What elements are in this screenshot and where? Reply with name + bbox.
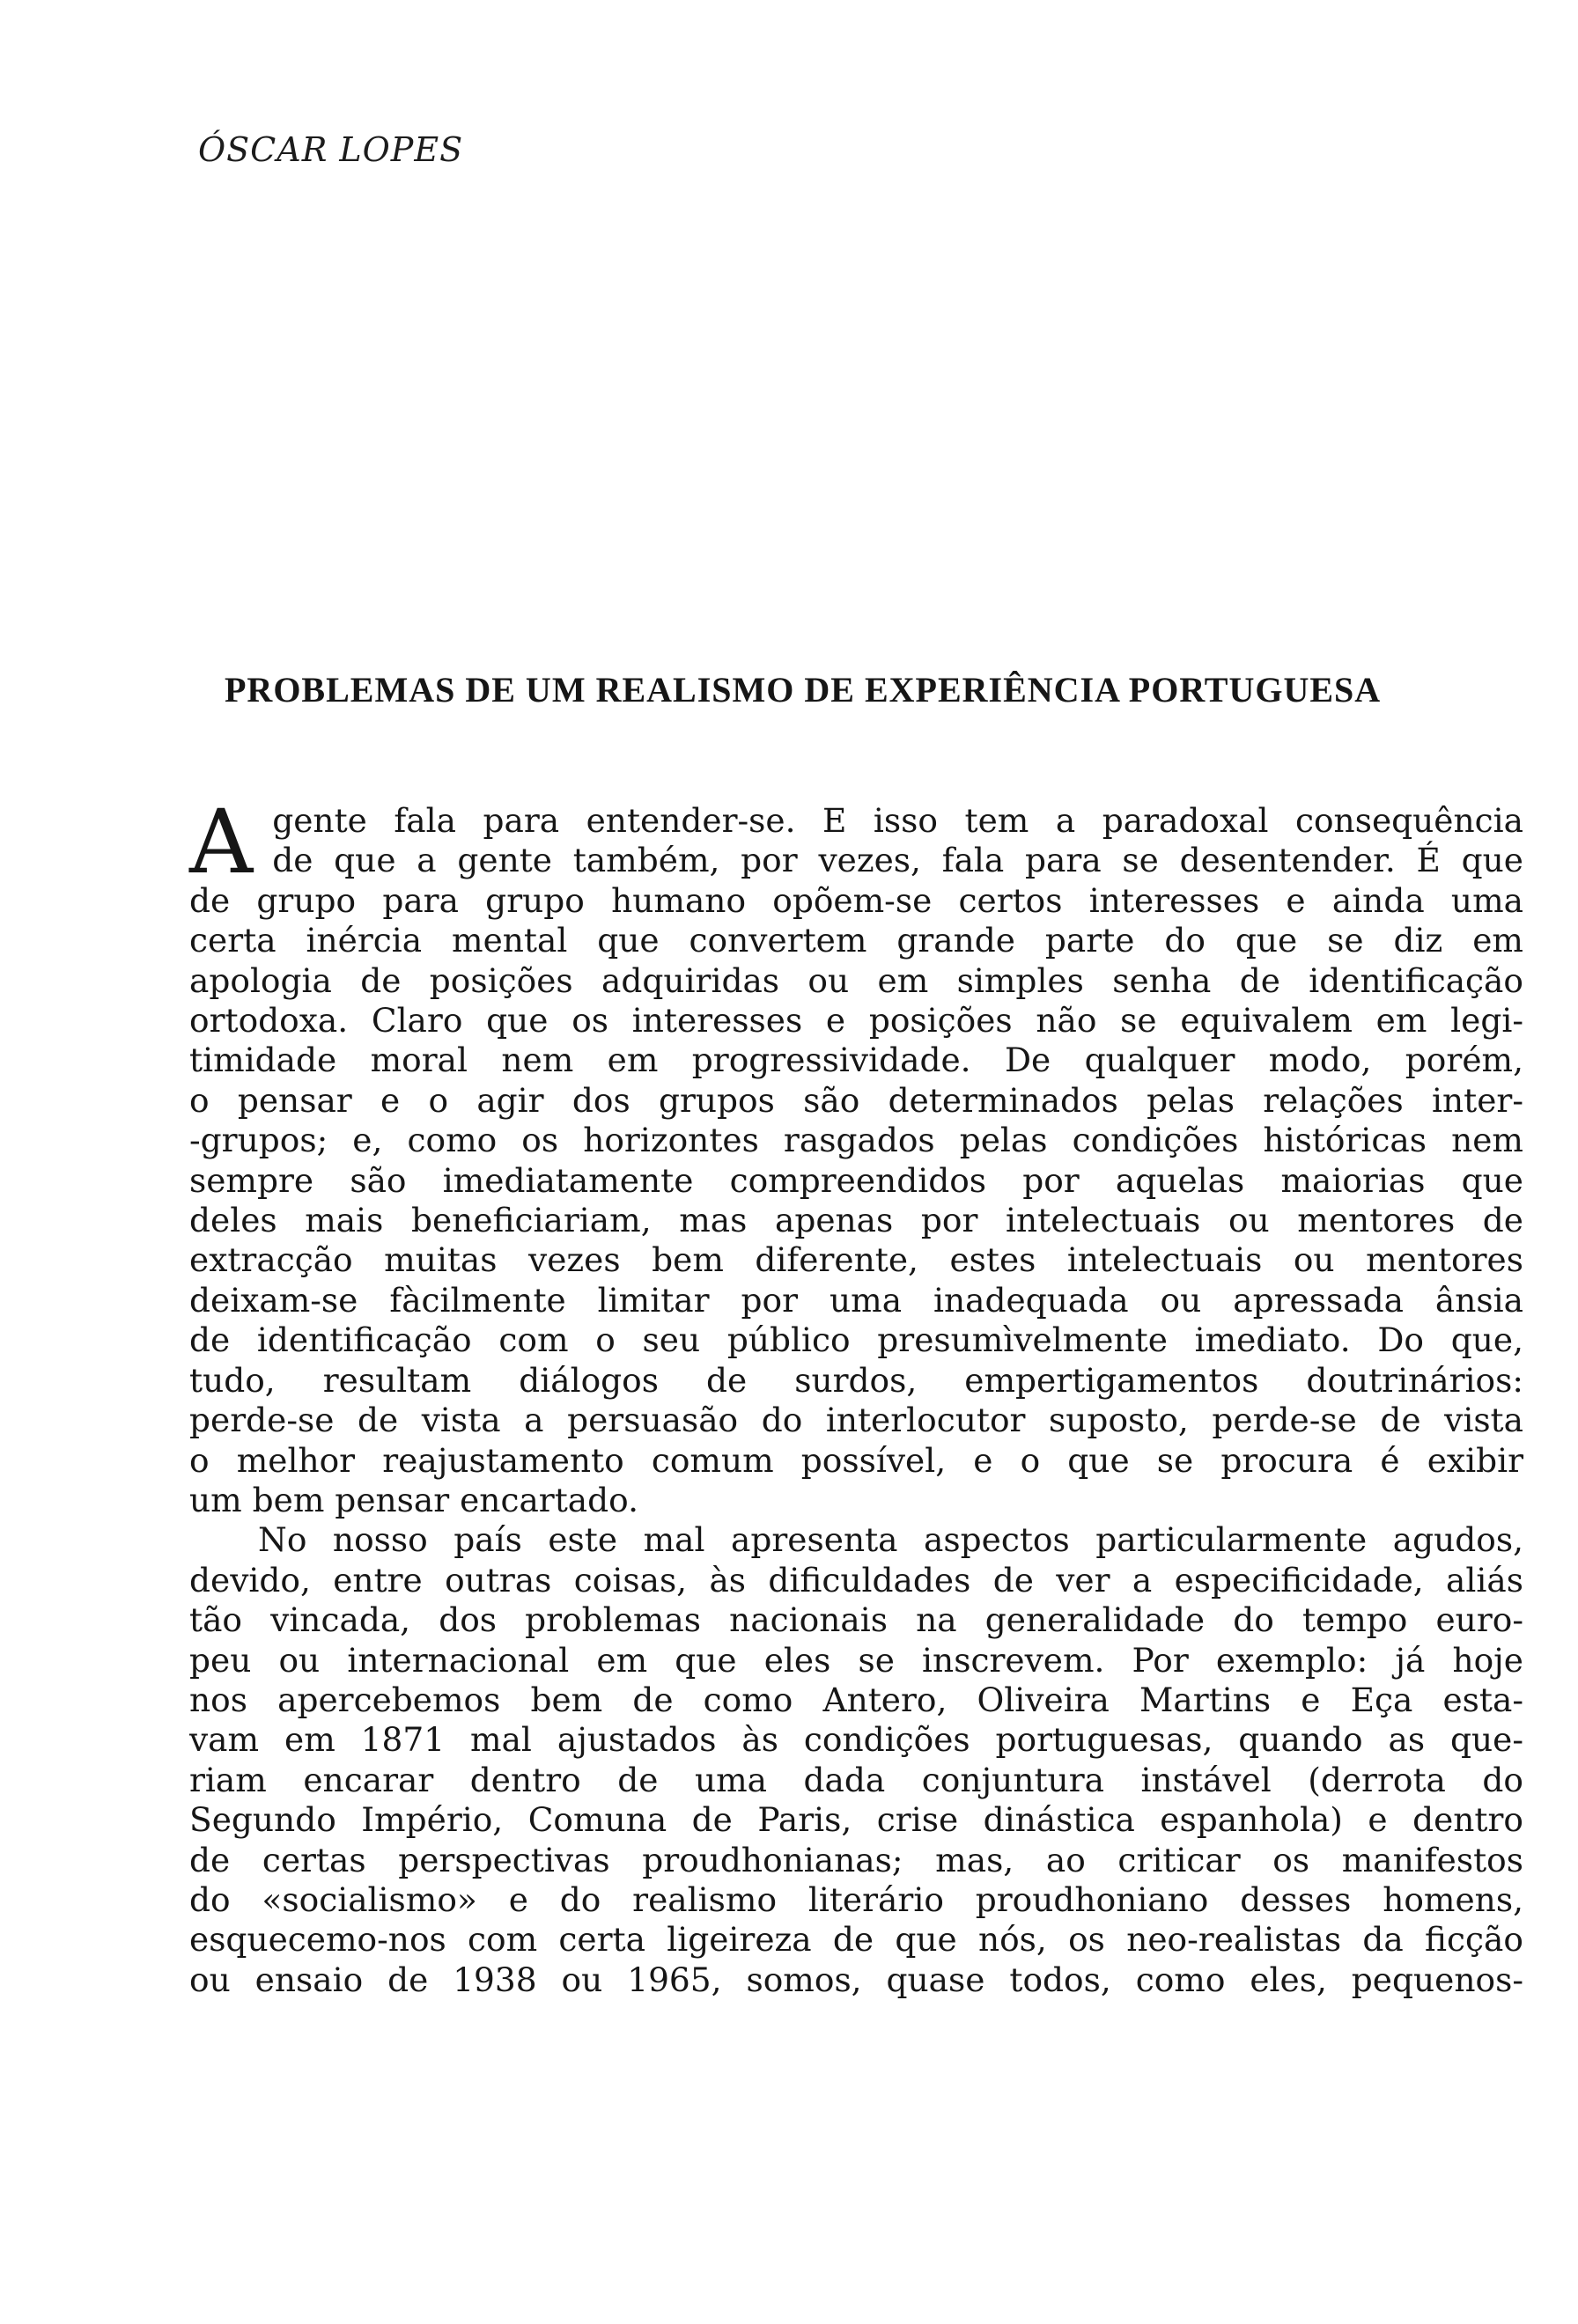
text-line: sempre são imediatamente compreendidos por aquelas maiorias que: [189, 1160, 1523, 1200]
text-line: deles mais beneficiariam, mas apenas por intelectuais ou mentores de: [189, 1201, 1523, 1240]
text-line: Segundo Império, Comuna de Paris, crise dinástica espanhola) e dentro: [189, 1800, 1523, 1840]
text-line: esquecemo-nos com certa ligeireza de que nós, os neo-realistas da ficção: [189, 1920, 1523, 1960]
text-line: gente fala para entender-se. E isso tem a paradoxal consequência: [272, 801, 1523, 840]
text-line: No nosso país este mal apresenta aspectos particularmente agudos,: [258, 1520, 1523, 1560]
text-line: deixam-se fàcilmente limitar por uma inadequada ou apressada ânsia: [189, 1280, 1523, 1320]
text-line: peu ou internacional em que eles se inscrevem. Por exemplo: já hoje: [189, 1640, 1523, 1680]
text-line: de identificação com o seu público presumìvelmente imediato. Do que,: [189, 1320, 1523, 1360]
text-line: de certas perspectivas proudhonianas; mas, ao criticar os manifestos: [189, 1840, 1523, 1879]
paragraph-1: [189, 791, 1523, 1520]
text-line: riam encarar dentro de uma dada conjuntura instável (derrota do: [189, 1760, 1523, 1799]
text-line: certa inércia mental que convertem grande parte do que se diz em: [189, 921, 1523, 960]
text-line: tão vincada, dos problemas nacionais na generalidade do tempo euro-: [189, 1600, 1523, 1640]
text-line: ortodoxa. Claro que os interesses e posições não se equivalem em legi-: [189, 1001, 1523, 1041]
text-line: apologia de posições adquiridas ou em simples senha de identificação: [189, 960, 1523, 1000]
text-line: o pensar e o agir dos grupos são determinados pelas relações inter-: [189, 1080, 1523, 1120]
text-line: de grupo para grupo humano opõem-se certos interesses e ainda uma: [189, 880, 1523, 920]
article-title: PROBLEMAS DE UM REALISMO DE EXPERIÊNCIA PORTUGUESA: [225, 670, 1382, 710]
text-line: devido, entre outras coisas, às dificuldades de ver a especificidade, aliás: [189, 1560, 1523, 1600]
text-line: perde-se de vista a persuasão do interlocutor suposto, perde-se de vista: [189, 1401, 1523, 1440]
text-line: o melhor reajustamento comum possível, e o que se procura é exibir: [189, 1440, 1523, 1480]
text-line: um bem pensar encartado.: [189, 1480, 639, 1519]
text-line: -grupos; e, como os horizontes rasgados pelas condições históricas nem: [189, 1121, 1523, 1160]
text-line: nos apercebemos bem de como Antero, Oliveira Martins e Eça esta-: [189, 1680, 1523, 1719]
text-line: vam em 1871 mal ajustados às condições portuguesas, quando as que-: [189, 1720, 1523, 1760]
paragraph-2: [189, 1520, 1523, 2000]
text-line: do «socialismo» e do realismo literário proudhoniano desses homens,: [189, 1879, 1523, 1919]
text-line: de que a gente também, por vezes, fala para se desentender. É que: [272, 841, 1523, 880]
running-head-author: ÓSCAR LOPES: [198, 130, 464, 169]
text-line: timidade moral nem em progressividade. De qualquer modo, porém,: [189, 1041, 1523, 1080]
article-body: [189, 791, 1523, 2000]
text-line: ou ensaio de 1938 ou 1965, somos, quase todos, como eles, pequenos-: [189, 1960, 1523, 1999]
text-line: extracção muitas vezes bem diferente, estes intelectuais ou mentores: [189, 1240, 1523, 1280]
text-line: tudo, resultam diálogos de surdos, empertigamentos doutrinários:: [189, 1360, 1523, 1400]
drop-cap: A: [189, 791, 254, 894]
